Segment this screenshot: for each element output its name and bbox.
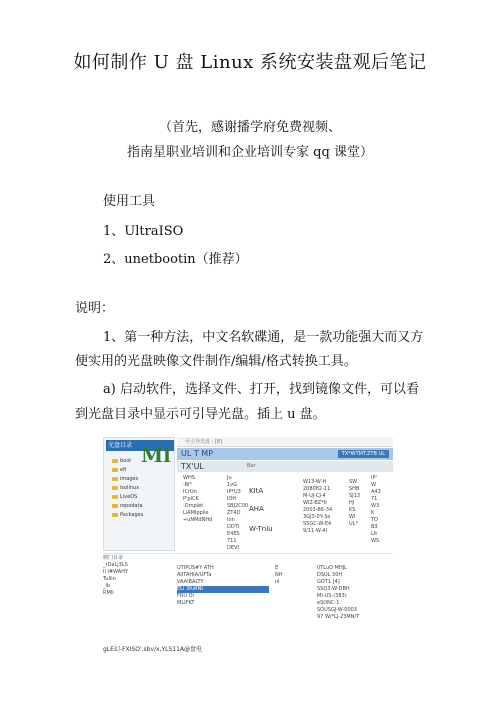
local-file-dates: 0TLuO MHJL DSUL 30H GOT1 [4] SSQ3-W-DBH MI-US-(383) eSONC-1 SOUSGJ-W-0003 97 W/*LJ-23MN/T <box>317 565 360 620</box>
ml-overlay-text: Ml <box>141 443 171 467</box>
thanks-line-1: （首先，感谢播学府免费视频、 <box>158 120 341 135</box>
tools-item-1: 1、UltraISO <box>103 224 184 239</box>
folder-icon <box>112 459 118 463</box>
folder-icon <box>112 513 118 517</box>
explain-heading: 说明： <box>75 301 115 316</box>
local-directory-panel: 树门目录 _rDaLj3LS Il l#WAHY Tullin _lb RMIi <box>103 555 128 596</box>
selected-list-item[interactable]: ELI 3fuRNI <box>177 586 269 593</box>
file-attr-column: IP' W A43 71 W3 K TO B3 LIt WS <box>371 475 381 544</box>
explain-p2-line1: a) 启动软件，选择文件、打开，找到镜像文件，可以看 <box>103 382 419 397</box>
file-date-column: W13-W-H 208082-11 M-UJ-CJ-4 WIZ-BZ*II 2003-B6-34 3GJ3-0Y-3a S5GC-W-E4 9/11-W-4I <box>303 479 333 534</box>
local-file-names <box>177 565 269 607</box>
tree-item[interactable]: images <box>112 476 138 482</box>
folder-icon <box>112 504 118 508</box>
list-item[interactable]: VAAIBALTY <box>177 579 204 585</box>
window-top-bar: 可引导光盘 - [8] <box>177 437 393 447</box>
big-text-2: AHA <box>249 505 264 513</box>
list-item[interactable]: AlITAHIA/UFTa <box>177 572 212 578</box>
local-file-list <box>177 565 393 645</box>
file-size-column: Ju 1vG IP*U3 IOH SBJ2C00 ZT4D Inn DDTI E4ES 711 DEVI <box>227 475 249 551</box>
pane-divider <box>103 553 393 554</box>
list-item[interactable]: FRU Ol <box>177 593 194 599</box>
band-label: UL T MP <box>181 449 214 458</box>
band-right-label[interactable]: TX*WTMT.ZTB UL <box>338 450 389 458</box>
tree-item[interactable]: LiveOS <box>112 494 137 500</box>
main-toolbar-band <box>177 448 393 460</box>
folder-icon <box>112 495 118 499</box>
local-file-mid: E NH nl <box>275 565 283 585</box>
folder-icon <box>112 468 118 472</box>
file-type-column: SW SHB SJ13 HJ KS WI UL* <box>349 479 361 527</box>
tree-item[interactable]: efi <box>112 467 126 473</box>
tree-item[interactable]: repodata <box>112 503 143 509</box>
tools-heading: 使用工具 <box>103 194 156 209</box>
explain-p2-line2: 到光盘目录中显示可引导光盘。插上 u 盘。 <box>75 407 326 422</box>
thanks-line-2: 指南星职业培训和企业培训专家 qq 课堂） <box>127 145 373 160</box>
figure-caption: gLE幻-FXISO'.sbv/x,YLS11A@盘电 <box>103 646 203 653</box>
sub-band-extra: Bar <box>247 463 256 469</box>
explain-p1-line1: 1、第一种方法，中文名软碟通，是一款功能强大而又方 <box>103 330 424 345</box>
tree-item[interactable]: boot <box>112 458 131 464</box>
sub-band-label: TX'UL <box>181 462 204 471</box>
list-item[interactable]: UTIPUS#Y ATH <box>177 565 214 571</box>
folder-icon <box>112 477 118 481</box>
big-text-3: W-Tnlu <box>249 525 273 533</box>
disc-directory-header: 光盘目录 <box>106 440 174 451</box>
file-name-column: WHS -Bl* ICrUn P'piCK -Dmplet LiAMIppile +uNMdNHd <box>183 475 213 523</box>
page-title: 如何制作 U 盘 Linux 系统安装盘观后笔记 <box>73 52 427 73</box>
tree-item[interactable]: isolinux <box>112 485 139 491</box>
tree-item[interactable]: Packages <box>112 512 143 518</box>
list-item[interactable]: MLIFKT <box>177 600 195 606</box>
tools-item-2: 2、unetbootin（推荐） <box>103 252 248 267</box>
big-text-1: KItA <box>249 487 264 495</box>
sub-toolbar-band <box>177 461 393 472</box>
ultraiso-screenshot <box>103 437 393 655</box>
explain-p1-line2: 便实用的光盘映像文件制作/编辑/格式转换工具。 <box>75 354 357 369</box>
folder-icon <box>112 486 118 490</box>
